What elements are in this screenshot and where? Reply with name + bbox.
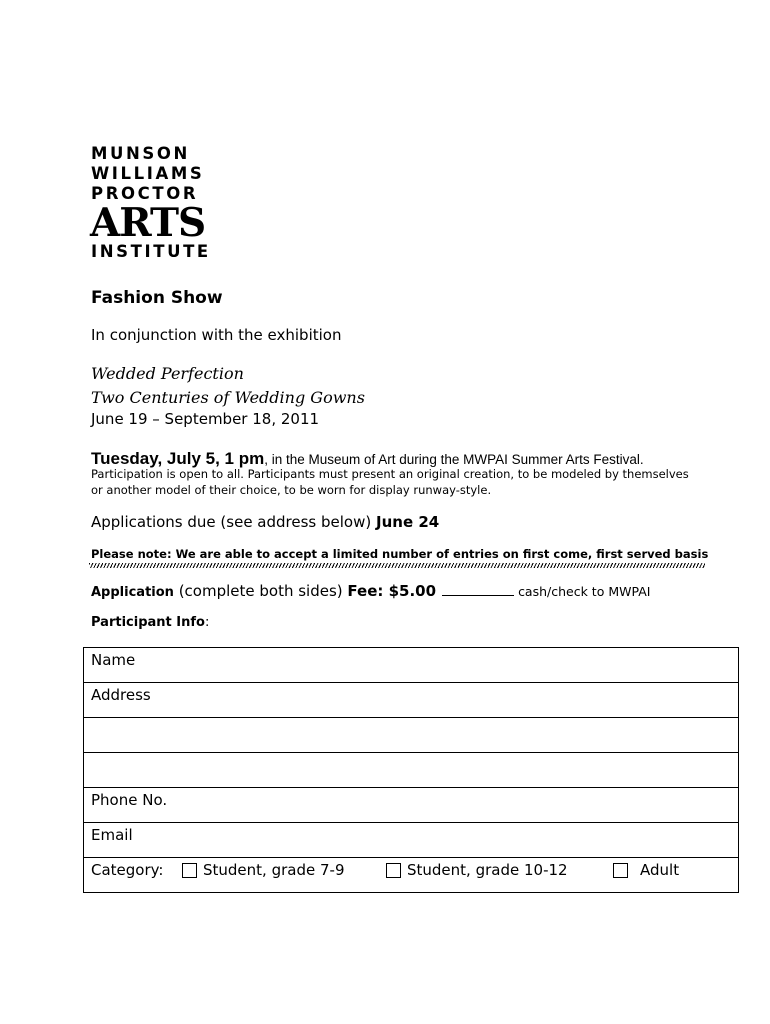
category-label: Category: <box>91 861 164 879</box>
application-label: Application <box>91 585 174 600</box>
logo-line-proctor: PROCTOR <box>91 184 199 203</box>
institute-logo <box>91 144 231 262</box>
application-fee: Fee: $5.00 <box>347 582 437 600</box>
logo-line-munson: MUNSON <box>91 144 190 163</box>
email-label: Email <box>91 826 133 844</box>
hatched-divider <box>89 563 705 568</box>
participant-info-colon: : <box>204 615 210 630</box>
conjunction-text: In conjunction with the exhibition <box>91 326 342 344</box>
checkbox-grade-7-9[interactable] <box>182 863 197 878</box>
name-label: Name <box>91 651 136 669</box>
phone-field[interactable] <box>84 788 738 823</box>
fee-blank-line[interactable] <box>442 581 514 596</box>
address-field[interactable] <box>84 683 738 718</box>
event-description: Participation is open to all. Participants must present an original creation, to be modeled by themselves or another model of their choice, to be worn for display runway-style. <box>91 467 689 497</box>
address-line-3[interactable] <box>84 753 738 788</box>
option-grade-10-12: Student, grade 10-12 <box>407 861 568 879</box>
event-separator: , <box>215 449 225 468</box>
exhibition-name: Wedded Perfection <box>91 364 244 383</box>
payment-method: cash/check to MWPAI <box>518 584 651 599</box>
applications-due <box>91 513 439 531</box>
event-location: , in the Museum of Art during the MWPAI Summer Arts Festival. <box>264 452 644 467</box>
category-row <box>84 858 738 892</box>
participant-form <box>83 647 739 893</box>
option-grade-7-9: Student, grade 7-9 <box>203 861 345 879</box>
application-instruction: (complete both sides) <box>173 582 348 600</box>
logo-line-institute: INSTITUTE <box>91 242 211 261</box>
checkbox-adult[interactable] <box>613 863 628 878</box>
email-field[interactable] <box>84 823 738 858</box>
event-time: 1 pm <box>224 449 265 468</box>
checkbox-grade-10-12[interactable] <box>386 863 401 878</box>
exhibition-subtitle: Two Centuries of Wedding Gowns <box>91 388 365 407</box>
phone-label: Phone No. <box>91 791 168 809</box>
application-fee-line <box>91 581 650 600</box>
exhibition-dates: June 19 – September 18, 2011 <box>91 410 320 428</box>
option-adult: Adult <box>640 861 680 879</box>
logo-line-arts: ARTS <box>90 200 206 246</box>
applications-deadline: June 24 <box>376 513 440 531</box>
participant-info-heading <box>91 615 209 630</box>
address-line-2[interactable] <box>84 718 738 753</box>
address-label: Address <box>91 686 151 704</box>
name-field[interactable] <box>84 648 738 683</box>
event-date: Tuesday, July 5 <box>91 449 216 468</box>
logo-line-williams: WILLIAMS <box>91 164 205 183</box>
page-title: Fashion Show <box>91 288 223 308</box>
participant-info-label: Participant Info <box>91 615 205 630</box>
applications-text: Applications due (see address below) <box>91 513 376 531</box>
limited-entries-note: Please note: We are able to accept a limited number of entries on first come, first served basis <box>91 547 709 561</box>
